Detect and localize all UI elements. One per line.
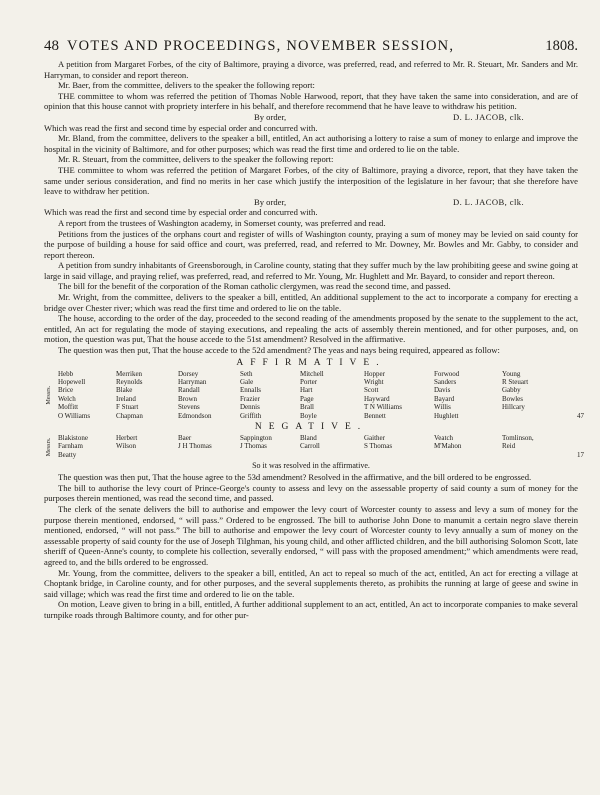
page-body [44, 59, 584, 621]
member-name: Davis [434, 386, 451, 395]
paragraph: Petitions from the justices of the orphans court and register of wills of Washington county, praying a sum of money may be levied on said county for the purpose of building a house for said office and court, was preferred, read, and referred to Mr. Downey, Mr. Bowles and Mr. Gabby, to consider and report thereon. [44, 228, 578, 260]
vote-column [58, 434, 116, 459]
paragraph: A petition from Margaret Forbes, of the city of Baltimore, praying a divorce, was preferred, read, and referred to Mr. R. Steuart, Mr. Sanders and Mr. Harryman, to consider and report thereon. [44, 59, 578, 80]
paragraph: Mr. Wright, from the committee, delivers to the speaker a bill, entitled, An additional supplement to the act to incorporate a company for erecting a bridge over Chester river; which was read the first time and ordered to lie on the table. [44, 292, 578, 313]
member-name: Stevens [178, 403, 200, 412]
member-name: Forwood [434, 369, 460, 378]
member-name: Gaither [364, 434, 385, 443]
vote-column [364, 434, 434, 459]
messrs-label: Messrs. [46, 385, 52, 405]
session-year: 1808. [545, 38, 578, 54]
report-paragraph: THE committee to whom was referred the petition of Thomas Noble Harwood, report, that they have taken the same into consideration, and are of opinion that this house cannot with propriety interfere in his behalf, and therefore recommend that he have leave to withdraw his petition. [44, 90, 578, 112]
vote-column [434, 434, 502, 459]
clerk-name: D. L. JACOB, clk. [452, 196, 524, 207]
member-name: R Steuart [502, 378, 529, 387]
member-name: Young [502, 369, 521, 378]
vote-result: So it was resolved in the affirmative. [252, 461, 370, 471]
vote-column [178, 370, 240, 420]
member-name: Welch [58, 394, 76, 403]
by-order-label: By order, [254, 111, 287, 122]
vote-count: 17 [577, 450, 584, 459]
member-name: Brown [178, 394, 198, 403]
vote-column [240, 370, 300, 420]
paragraph: The house, according to the order of the day, proceeded to the second reading of the amendments proposed by the senate to the supplement to the act, entitled, An act for regulating the mode of staying executions, and repealing the acts of assembly therein mentioned, and for other purposes, and, on motion, the question was put, That the house accede to the 51st amendment? Resolved in the affirmative. [44, 313, 578, 345]
vote-column [300, 434, 364, 459]
member-name: Bowles [502, 394, 523, 403]
member-name: Gabby [502, 386, 521, 395]
member-name: Brice [58, 386, 74, 395]
vote-column [240, 434, 300, 459]
paragraph: Which was read the first and second time by especial order and concurred with. [44, 122, 318, 133]
messrs-label: Messrs. [46, 437, 52, 456]
vote-count: 47 [577, 411, 584, 420]
member-name: T N Williams [364, 403, 402, 412]
member-name: Hart [300, 386, 313, 395]
member-name: Porter [300, 378, 318, 387]
paragraph: A report from the trustees of Washington academy, in Somerset county, was preferred and read. [58, 217, 386, 228]
member-name: Farnham [58, 442, 83, 451]
paragraph: The question was then put, That the house agree to the 53d amendment? Resolved in the affirmative, and the bill ordered to be engrossed. [58, 472, 532, 483]
member-name: Chapman [116, 411, 143, 420]
member-name: Beatty [58, 450, 77, 459]
member-name: Brall [300, 403, 314, 412]
paragraph: Mr. Young, from the committee, delivers to the speaker a bill, entitled, An act to repeal so much of the act, entitled, An act for erecting a village at Choptank bridge, in Caroline county, and for other purposes, and the several supplements thereto, as prohibits the running at large of geese and swine in said village; which was read the first time and ordered to lie on the table. [44, 567, 578, 599]
member-name: Scott [364, 386, 379, 395]
order-signature [44, 197, 578, 208]
member-name: Bennett [364, 411, 386, 420]
member-name: Dennis [240, 403, 260, 412]
member-name: Randall [178, 386, 200, 395]
member-name: Hughlett [434, 411, 459, 420]
member-name: Frazier [240, 394, 260, 403]
paragraph: The bill for the benefit of the corporation of the Roman catholic clergymen, was read the second time, and passed. [58, 281, 451, 292]
member-name: Seth [240, 369, 253, 378]
paragraph: Mr. R. Steuart, from the committee, delivers to the speaker the following report: [58, 154, 334, 165]
member-name: Blake [116, 386, 133, 395]
by-order-label: By order, [254, 196, 287, 207]
order-signature [44, 112, 578, 123]
member-name: Edmondson [178, 411, 212, 420]
affirmative-heading: AFFIRMATIVE. [236, 357, 386, 368]
page-number: 48 [44, 38, 59, 54]
vote-column [58, 370, 116, 420]
member-name: Tomlinson, [502, 434, 534, 443]
report-paragraph: THE committee to whom was referred the petition of Margaret Forbes, of the city of Baltimore, praying a divorce, report, that they have taken the same under serious consideration, and find no merits in her case which justify the interposition of the legislature in her favour; that she therefore have leave to withdraw her petition. [44, 164, 578, 197]
member-name: Carroll [300, 442, 320, 451]
page-header [44, 38, 578, 55]
member-name: F Stuart [116, 403, 139, 412]
vote-column [116, 434, 178, 459]
member-name: Wilson [116, 442, 136, 451]
member-name: Hillcary [502, 403, 525, 412]
member-name: Hebb [58, 369, 74, 378]
member-name: Sanders [434, 378, 457, 387]
member-name: Mitchell [300, 369, 324, 378]
member-name: Veatch [434, 434, 454, 443]
member-name: S Thomas [364, 442, 393, 451]
member-name: Wright [364, 378, 384, 387]
member-name: Page [300, 394, 314, 403]
member-name: Hayward [364, 394, 390, 403]
member-name: Sappington [240, 434, 272, 443]
vote-column [364, 370, 434, 420]
vote-column [434, 370, 502, 420]
paragraph: The bill to authorise the levy court of Prince-George's county to assess and levy on the assessable property of said county a sum of money for the purposes therein mentioned, was read the second time, and passed. [44, 482, 578, 504]
paragraph: On motion, Leave given to bring in a bill, entitled, A further additional supplement to an act, entitled, An act to incorporate companies to make several turnpike roads through Baltimore county, and for other pur- [44, 599, 578, 620]
member-name: Bland [300, 434, 317, 443]
member-name: Baer [178, 434, 192, 443]
paragraph: Mr. Bland, from the committee, delivers to the speaker a bill, entitled, An act authorising a lottery to raise a sum of money to enlarge and improve the hospital in the vicinity of Baltimore, and for other purposes; which was read the first time and ordered to lie on the table. [44, 133, 578, 154]
member-name: Merriken [116, 369, 143, 378]
affirmative-vote-list [44, 369, 584, 420]
negative-heading: NEGATIVE. [254, 422, 368, 433]
member-name: M'Mahon [434, 442, 462, 451]
member-name: J Thomas [240, 442, 267, 451]
member-name: Hopper [364, 369, 385, 378]
member-name: Boyle [300, 411, 317, 420]
negative-vote-list [44, 434, 584, 459]
vote-column [502, 370, 562, 420]
member-name: Griffith [240, 411, 262, 420]
paragraph: A petition from sundry inhabitants of Greensborough, in Caroline county, stating that they suffer much by the law prohibiting geese and swine going at large in said village, and praying relief, was preferred, read, and referred to Mr. Young, Mr. Hughlett and Mr. Bayard, to consider and report thereon. [44, 260, 578, 281]
member-name: J H Thomas [178, 442, 212, 451]
member-name: Hopewell [58, 378, 86, 387]
member-name: Ennalls [240, 386, 261, 395]
paragraph: The clerk of the senate delivers the bill to authorise and empower the levy court of Worcester county to assess and levy a sum of money for the purpose therein mentioned, endorsed, “ will pass.” Ordered to be engrossed. The bill to authorise John Done to manumit a certain negro slave therein mentioned, endorsed, “ will not pass.” The bill to authorise and empower the levy court of Worcester county to levy annually a sum of money on the assessable property of said county for the use of Joseph Tilghman, his young child, and other afflicted children, and the bill authorising Solomon Scott, late sheriff of Queen-Anne's county, to complete his collection, severally endorsed, “ will pass with the proposed amendment;” which amendments were read, agreed to, and the bills ordered to be engrossed. [44, 504, 578, 568]
paragraph: Mr. Baer, from the committee, delivers to the speaker the following report: [58, 80, 315, 91]
member-name: Gale [240, 378, 254, 387]
vote-column [502, 434, 562, 459]
paragraph: Which was read the first and second time by especial order and concurred with. [44, 207, 318, 218]
member-name: Reynolds [116, 378, 143, 387]
member-name: Harryman [178, 378, 207, 387]
member-name: O Williams [58, 411, 91, 420]
member-name: Bayard [434, 394, 455, 403]
vote-column [300, 370, 364, 420]
vote-column [178, 434, 240, 459]
member-name: Herbert [116, 434, 138, 443]
member-name: Moffitt [58, 403, 79, 412]
vote-column [116, 370, 178, 420]
member-name: Reid [502, 442, 516, 451]
running-title: VOTES AND PROCEEDINGS, NOVEMBER SESSION, [67, 38, 455, 54]
member-name: Ireland [116, 394, 136, 403]
member-name: Dorsey [178, 369, 199, 378]
paragraph: The question was then put, That the house accede to the 52d amendment? The yeas and nays being required, appeared as follow: [58, 345, 500, 356]
clerk-name: D. L. JACOB, clk. [452, 111, 524, 122]
member-name: Blakistone [58, 434, 88, 443]
member-name: Willis [434, 403, 451, 412]
